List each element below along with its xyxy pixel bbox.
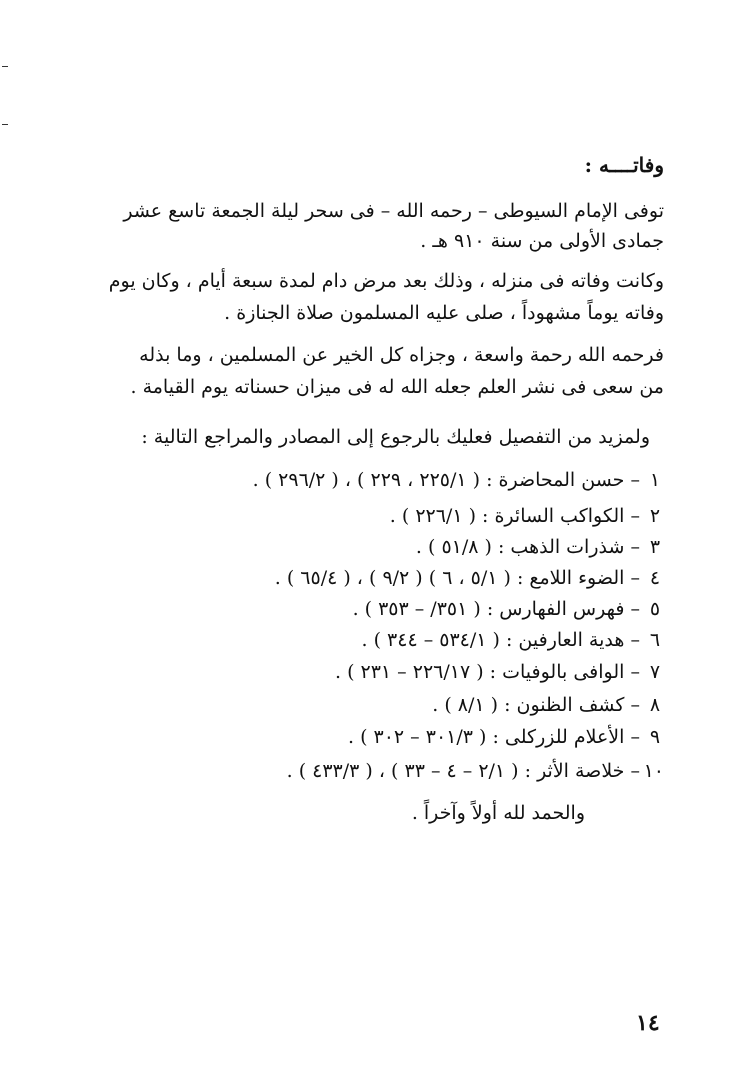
reference-text: – الوافى بالوفيات : ( ٢٢٦/١٧ – ٢٣١ ) . [334, 661, 640, 683]
reference-item [335, 659, 664, 685]
paragraph-line: وفاته يوماً مشهوداً ، صلى عليه المسلمون صلاة الجنازة . [224, 302, 664, 324]
section-heading: وفاتــــه : [584, 153, 664, 177]
reference-text: – كشف الظنون : ( ٨/١ ) . [432, 694, 640, 716]
reference-text: – شذرات الذهب : ( ٥١/٨ ) . [415, 536, 640, 558]
paragraph-line: من سعى فى نشر العلم جعله الله له فى ميزان حسناته يوم القيامة . [130, 376, 664, 398]
references-intro: ولمزيد من التفصيل فعليك بالرجوع إلى المصادر والمراجع التالية : [141, 426, 650, 448]
page-number: ١٤ [636, 1010, 660, 1036]
scan-mark [2, 124, 8, 125]
reference-number: ٤ [649, 567, 661, 589]
reference-number: ٨ [649, 694, 661, 716]
reference-text: – الأعلام للزركلى : ( ٣٠١/٣ – ٣٠٢ ) . [347, 726, 640, 748]
reference-number: ٧ [649, 661, 661, 683]
reference-number: ١٠ [643, 760, 664, 782]
reference-number: ٥ [649, 598, 661, 620]
reference-number: ٩ [649, 726, 661, 748]
reference-number: ٦ [649, 629, 661, 651]
reference-text: – خلاصة الأثر : ( ٢/١ – ٤ – ٣٣ ) ، ( ٤٣٣/٣ ) . [286, 760, 640, 782]
reference-number: ٢ [649, 505, 661, 527]
scan-mark [2, 66, 8, 67]
paragraph-line: وكانت وفاته فى منزله ، وذلك بعد مرض دام لمدة سبعة أيام ، وكان يوم [108, 270, 664, 292]
reference-number: ٣ [649, 536, 661, 558]
reference-item [416, 534, 664, 560]
reference-text: – الكواكب السائرة : ( ٢٢٦/١ ) . [389, 505, 640, 527]
reference-text: – الضوء اللامع : ( ٥/١ ، ٦ ) ( ٩/٢ ) ، ( ٦٥/٤ ) . [274, 567, 640, 589]
reference-item [275, 565, 664, 591]
reference-number: ١ [649, 469, 661, 491]
paragraph-line: توفى الإمام السيوطى – رحمه الله – فى سحر ليلة الجمعة تاسع عشر [123, 200, 664, 222]
reference-item [253, 467, 664, 493]
reference-item [390, 503, 664, 529]
reference-text: – فهرس الفهارس : ( ٣٥١/ – ٣٥٣ ) . [352, 598, 640, 620]
reference-text: – حسن المحاضرة : ( ٢٢٥/١ ، ٢٢٩ ) ، ( ٢٩٦/٢ ) . [252, 469, 640, 491]
reference-text: – هدية العارفين : ( ٥٣٤/١ – ٣٤٤ ) . [361, 629, 640, 651]
paragraph-line: جمادى الأولى من سنة ٩١٠ هـ . [420, 230, 664, 252]
reference-item [348, 724, 664, 750]
reference-item [287, 758, 664, 784]
paragraph-line: فرحمه الله رحمة واسعة ، وجزاه كل الخير عن المسلمين ، وما بذله [139, 344, 664, 366]
reference-item [353, 596, 664, 622]
reference-item [362, 627, 665, 653]
reference-item [432, 692, 664, 718]
closing-line: والحمد لله أولاً وآخراً . [411, 802, 585, 824]
